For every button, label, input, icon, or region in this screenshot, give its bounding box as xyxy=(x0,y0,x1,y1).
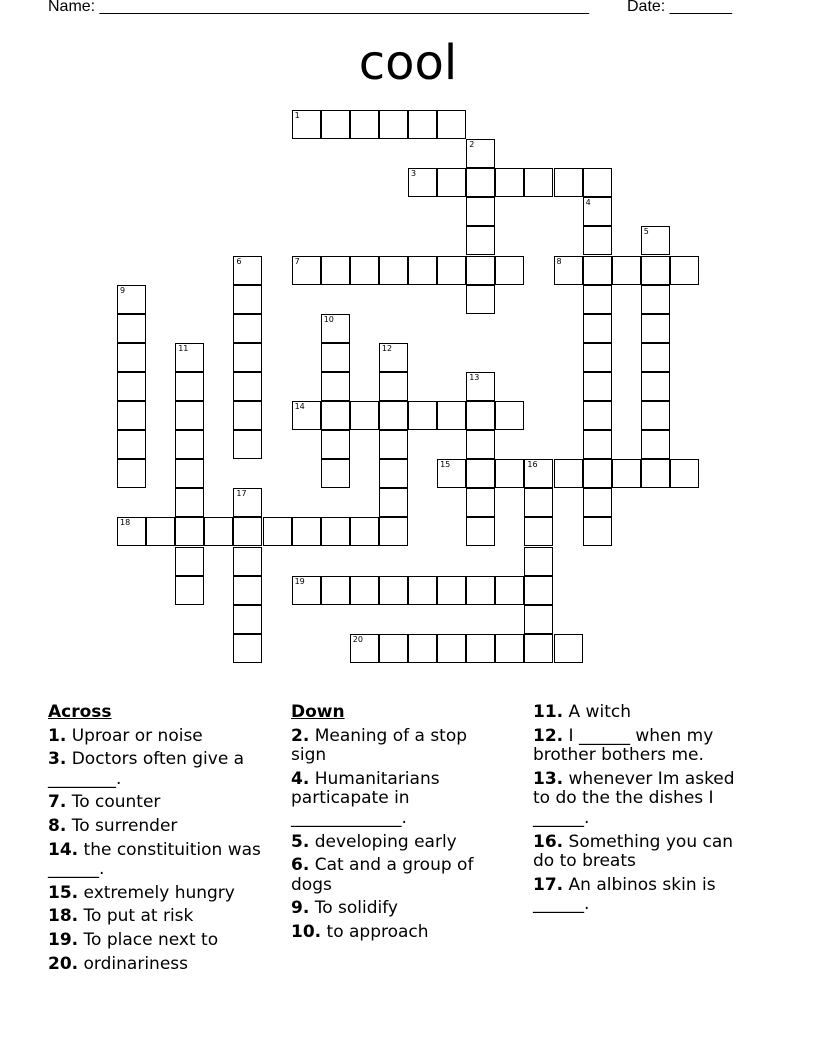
grid-cell[interactable] xyxy=(321,256,350,285)
grid-cell[interactable] xyxy=(408,168,437,197)
grid-cell[interactable] xyxy=(554,168,583,197)
clue-text: To counter xyxy=(66,792,161,813)
grid-cell[interactable] xyxy=(233,256,262,285)
grid-cell[interactable] xyxy=(292,576,321,605)
clue-item xyxy=(533,703,753,723)
grid-cell[interactable] xyxy=(554,634,583,663)
clue-number: 7 xyxy=(294,256,300,266)
grid-cell[interactable] xyxy=(233,488,262,517)
grid-cell[interactable] xyxy=(466,197,495,226)
grid-cell[interactable] xyxy=(583,459,612,488)
grid-cell[interactable] xyxy=(117,372,146,401)
clue-text: to approach xyxy=(321,921,429,942)
clue-text: To place next to xyxy=(78,929,219,950)
grid-cell[interactable] xyxy=(495,576,524,605)
grid-cell[interactable] xyxy=(408,401,437,430)
grid-cell[interactable] xyxy=(641,430,670,459)
grid-cell[interactable] xyxy=(233,343,262,372)
clue-text: A witch xyxy=(563,702,631,722)
grid-cell[interactable] xyxy=(233,314,262,343)
clue-number: 11 xyxy=(178,343,189,353)
grid-cell[interactable] xyxy=(524,459,553,488)
grid-cell[interactable] xyxy=(117,430,146,459)
grid-cell[interactable] xyxy=(583,314,612,343)
grid-cell[interactable] xyxy=(175,517,204,546)
grid-cell[interactable] xyxy=(524,168,553,197)
grid-cell[interactable] xyxy=(233,517,262,546)
grid-cell[interactable] xyxy=(583,197,612,226)
grid-cell[interactable] xyxy=(554,256,583,285)
grid-cell[interactable] xyxy=(437,634,466,663)
clue-number: 20. xyxy=(48,953,79,974)
grid-cell[interactable] xyxy=(554,459,583,488)
grid-cell[interactable] xyxy=(379,517,408,546)
grid-cell[interactable] xyxy=(466,488,495,517)
grid-cell[interactable] xyxy=(350,110,379,139)
grid-cell[interactable] xyxy=(233,634,262,663)
grid-cell[interactable] xyxy=(379,488,408,517)
clue-number: 3 xyxy=(411,169,417,179)
clue-text: To solidify xyxy=(309,898,398,919)
clue-text: I ______ when my brother bothers me. xyxy=(533,725,714,766)
grid-cell[interactable] xyxy=(117,314,146,343)
clue-number: 18. xyxy=(48,906,79,927)
clue-item xyxy=(533,770,753,829)
clue-number: 16. xyxy=(533,831,564,852)
clue-number: 13 xyxy=(469,372,480,382)
clue-item xyxy=(533,876,753,915)
grid-cell[interactable] xyxy=(379,576,408,605)
grid-cell[interactable] xyxy=(379,110,408,139)
grid-cell[interactable] xyxy=(583,256,612,285)
grid-cell[interactable] xyxy=(466,430,495,459)
clue-number: 15. xyxy=(48,882,79,903)
puzzle-title: cool xyxy=(358,35,458,91)
grid-cell[interactable] xyxy=(321,576,350,605)
grid-cell[interactable] xyxy=(524,605,553,634)
clue-text: Uproar or noise xyxy=(66,725,203,746)
grid-cell[interactable] xyxy=(583,430,612,459)
clue-text: whenever Im asked to do the the dishes I ______. xyxy=(533,768,735,828)
clue-text: Cat and a group of dogs xyxy=(291,855,474,895)
clue-item xyxy=(291,899,501,919)
grid-cell[interactable] xyxy=(466,256,495,285)
clue-number: 15 xyxy=(440,460,451,470)
grid-cell[interactable] xyxy=(670,256,699,285)
grid-cell[interactable] xyxy=(437,401,466,430)
grid-cell[interactable] xyxy=(437,110,466,139)
clue-number: 2 xyxy=(469,140,475,150)
grid-cell[interactable] xyxy=(233,576,262,605)
clue-item xyxy=(291,923,501,943)
clue-number: 17. xyxy=(533,874,564,895)
grid-cell[interactable] xyxy=(495,401,524,430)
grid-cell[interactable] xyxy=(466,459,495,488)
grid-cell[interactable] xyxy=(292,517,321,546)
clue-item xyxy=(291,833,501,853)
clue-text: the constituition was ______. xyxy=(48,839,261,880)
grid-cell[interactable] xyxy=(117,343,146,372)
down-heading: Down xyxy=(291,702,345,722)
grid-cell[interactable] xyxy=(204,517,233,546)
clue-number: 6 xyxy=(236,256,242,266)
grid-cell[interactable] xyxy=(408,634,437,663)
clue-text: developing early xyxy=(309,831,457,852)
clue-number: 18 xyxy=(120,518,131,528)
grid-cell[interactable] xyxy=(437,168,466,197)
date-field-label: Date: _______ xyxy=(627,0,732,15)
grid-cell[interactable] xyxy=(641,226,670,255)
grid-cell[interactable] xyxy=(379,256,408,285)
clue-number: 4 xyxy=(585,198,591,208)
clue-number: 13. xyxy=(533,768,564,789)
clue-number: 14 xyxy=(294,402,305,411)
clue-item xyxy=(48,907,283,927)
down-clues-column-continued xyxy=(533,703,753,919)
grid-cell[interactable] xyxy=(263,517,292,546)
clue-number: 2. xyxy=(291,725,310,746)
grid-cell[interactable] xyxy=(379,634,408,663)
clue-item xyxy=(48,793,283,813)
grid-cell[interactable] xyxy=(583,372,612,401)
grid-cell[interactable] xyxy=(495,256,524,285)
grid-cell[interactable] xyxy=(379,401,408,430)
clue-item xyxy=(48,955,283,975)
grid-cell[interactable] xyxy=(175,488,204,517)
grid-cell[interactable] xyxy=(175,401,204,430)
clue-number: 20 xyxy=(352,634,363,644)
grid-cell[interactable] xyxy=(583,285,612,314)
clue-number: 11. xyxy=(533,702,564,722)
grid-cell[interactable] xyxy=(437,576,466,605)
grid-cell[interactable] xyxy=(466,226,495,255)
grid-cell[interactable] xyxy=(350,576,379,605)
clue-number: 5 xyxy=(643,227,649,237)
clue-item xyxy=(291,856,501,895)
grid-cell[interactable] xyxy=(466,634,495,663)
clue-number: 5. xyxy=(291,831,310,852)
grid-cell[interactable] xyxy=(466,372,495,401)
grid-cell[interactable] xyxy=(379,459,408,488)
clue-number: 4. xyxy=(291,768,310,789)
grid-cell[interactable] xyxy=(466,139,495,168)
grid-cell[interactable] xyxy=(466,168,495,197)
grid-cell[interactable] xyxy=(670,459,699,488)
clue-text: Doctors often give a ________. xyxy=(48,749,245,789)
down-clue-list xyxy=(291,727,501,943)
clue-number: 10 xyxy=(323,314,334,324)
grid-cell[interactable] xyxy=(583,517,612,546)
grid-cell[interactable] xyxy=(612,256,641,285)
grid-cell[interactable] xyxy=(175,372,204,401)
grid-cell[interactable] xyxy=(524,576,553,605)
clue-number: 19. xyxy=(48,929,79,950)
grid-cell[interactable] xyxy=(175,459,204,488)
grid-cell[interactable] xyxy=(117,517,146,546)
grid-cell[interactable] xyxy=(495,634,524,663)
grid-cell[interactable] xyxy=(117,401,146,430)
grid-cell[interactable] xyxy=(292,401,321,430)
grid-cell[interactable] xyxy=(321,517,350,546)
grid-cell[interactable] xyxy=(437,256,466,285)
clue-number: 12. xyxy=(533,725,564,746)
grid-cell[interactable] xyxy=(292,256,321,285)
grid-cell[interactable] xyxy=(437,459,466,488)
clue-text: ordinariness xyxy=(78,953,188,974)
clue-number: 19 xyxy=(294,576,305,586)
clue-number: 8 xyxy=(556,256,562,266)
grid-cell[interactable] xyxy=(524,488,553,517)
grid-cell[interactable] xyxy=(233,285,262,314)
grid-cell[interactable] xyxy=(641,459,670,488)
clue-text: extremely hungry xyxy=(78,882,235,903)
clue-number: 1 xyxy=(294,111,300,120)
clue-item xyxy=(48,884,283,904)
grid-cell[interactable] xyxy=(641,314,670,343)
grid-cell[interactable] xyxy=(408,576,437,605)
clue-item xyxy=(533,833,753,872)
grid-cell[interactable] xyxy=(583,401,612,430)
grid-cell[interactable] xyxy=(641,372,670,401)
down-clue-list-continued xyxy=(533,703,753,915)
grid-cell[interactable] xyxy=(641,401,670,430)
clue-text: Humanitarians particapate in _____________. xyxy=(291,768,440,828)
grid-cell[interactable] xyxy=(379,430,408,459)
clue-text: Something you can do to breats xyxy=(533,831,734,872)
grid-cell[interactable] xyxy=(233,372,262,401)
down-clues-column xyxy=(291,703,501,947)
clue-item xyxy=(533,727,753,766)
clue-text: An albinos skin is ______. xyxy=(533,874,716,915)
grid-cell[interactable] xyxy=(641,256,670,285)
grid-cell[interactable] xyxy=(292,110,321,139)
grid-cell[interactable] xyxy=(233,430,262,459)
grid-cell[interactable] xyxy=(321,372,350,401)
clue-number: 9. xyxy=(291,898,310,919)
grid-cell[interactable] xyxy=(524,634,553,663)
clue-item xyxy=(48,750,283,789)
clue-item xyxy=(48,931,283,951)
clue-number: 3. xyxy=(48,749,67,770)
grid-cell[interactable] xyxy=(321,430,350,459)
grid-cell[interactable] xyxy=(321,343,350,372)
grid-cell[interactable] xyxy=(379,343,408,372)
clue-number: 10. xyxy=(291,921,322,942)
across-heading: Across xyxy=(48,702,112,722)
grid-cell[interactable] xyxy=(146,517,175,546)
grid-cell[interactable] xyxy=(321,110,350,139)
clue-item xyxy=(48,841,283,880)
grid-cell[interactable] xyxy=(583,488,612,517)
grid-cell[interactable] xyxy=(583,343,612,372)
grid-cell[interactable] xyxy=(466,517,495,546)
grid-cell[interactable] xyxy=(321,314,350,343)
grid-cell[interactable] xyxy=(495,459,524,488)
clue-item xyxy=(291,727,501,766)
grid-cell[interactable] xyxy=(175,430,204,459)
clue-text: Meaning of a stop sign xyxy=(291,725,468,766)
grid-cell[interactable] xyxy=(350,517,379,546)
across-clue-list xyxy=(48,727,283,975)
clue-item xyxy=(48,727,283,747)
grid-cell[interactable] xyxy=(379,372,408,401)
grid-cell[interactable] xyxy=(233,605,262,634)
clue-number: 16 xyxy=(527,460,538,470)
grid-cell[interactable] xyxy=(117,459,146,488)
clue-number: 12 xyxy=(381,343,393,353)
clue-number: 9 xyxy=(120,285,126,295)
name-field-label: Name: _______________________________________________________ xyxy=(48,0,589,15)
clue-item xyxy=(291,770,501,829)
grid-cell[interactable] xyxy=(408,256,437,285)
grid-cell[interactable] xyxy=(466,401,495,430)
clue-number: 14. xyxy=(48,839,79,860)
grid-cell[interactable] xyxy=(233,401,262,430)
grid-cell[interactable] xyxy=(524,517,553,546)
grid-cell[interactable] xyxy=(321,459,350,488)
grid-cell[interactable] xyxy=(641,285,670,314)
grid-cell[interactable] xyxy=(466,576,495,605)
grid-cell[interactable] xyxy=(233,547,262,576)
grid-cell[interactable] xyxy=(612,459,641,488)
grid-cell[interactable] xyxy=(466,285,495,314)
grid-cell[interactable] xyxy=(583,226,612,255)
grid-cell[interactable] xyxy=(495,168,524,197)
grid-cell[interactable] xyxy=(350,634,379,663)
grid-cell[interactable] xyxy=(175,547,204,576)
clue-number: 7. xyxy=(48,792,67,813)
grid-cell[interactable] xyxy=(583,168,612,197)
grid-cell[interactable] xyxy=(175,343,204,372)
grid-cell[interactable] xyxy=(175,576,204,605)
clue-text: To surrender xyxy=(66,815,178,836)
grid-cell[interactable] xyxy=(350,401,379,430)
grid-cell[interactable] xyxy=(321,401,350,430)
clue-number: 6. xyxy=(291,855,310,876)
clue-number: 1. xyxy=(48,725,67,746)
grid-cell[interactable] xyxy=(408,110,437,139)
grid-cell[interactable] xyxy=(641,343,670,372)
grid-cell[interactable] xyxy=(524,547,553,576)
clue-text: To put at risk xyxy=(78,906,194,927)
across-clues-column xyxy=(48,703,283,978)
clue-number: 17 xyxy=(236,489,247,499)
clue-number: 8. xyxy=(48,815,67,836)
grid-cell[interactable] xyxy=(350,256,379,285)
grid-cell[interactable] xyxy=(117,285,146,314)
clue-item xyxy=(48,817,283,837)
